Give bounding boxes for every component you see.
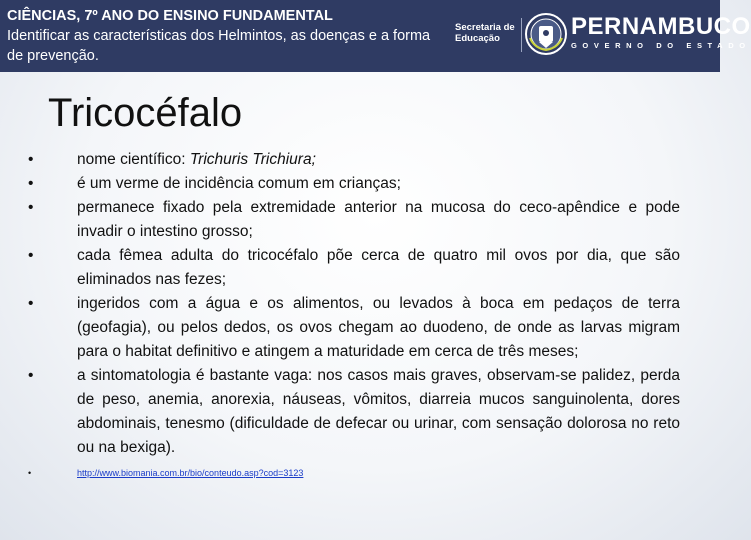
bullet-icon: • [28, 199, 34, 216]
list-item [28, 148, 680, 172]
scientific-name: Trichuris Trichiura; [189, 151, 316, 168]
item-text: permanece fixado pela extremidade anterior na mucosa do ceco-apêndice e pode invadir o intestino grosso; [77, 199, 680, 240]
brand-subtitle: GOVERNO DO ESTADO [571, 41, 751, 50]
slide-title: Tricocéfalo [48, 91, 243, 135]
list-item [28, 244, 680, 292]
header-objective: Identificar as características dos Helmintos, as doenças e a forma de prevenção. [7, 28, 431, 64]
bullet-icon: • [28, 247, 34, 264]
reference-link[interactable]: http://www.biomania.com.br/bio/conteudo.asp?cod=3123 [77, 468, 304, 478]
reference-item [28, 466, 680, 480]
item-text: cada fêmea adulta do tricocéfalo põe cerca de quatro mil ovos por dia, que são eliminados nas fezes; [77, 247, 680, 288]
bullet-icon: • [28, 367, 34, 384]
bullet-icon: • [28, 151, 34, 168]
header-bar [0, 0, 751, 72]
brand-name: PERNAMBUCO [571, 13, 751, 40]
secretaria-line1: Secretaria de [455, 22, 515, 33]
bullet-icon: • [28, 295, 34, 312]
item-text: nome científico: [77, 151, 190, 168]
item-text: é um verme de incidência comum em crianças; [77, 175, 401, 192]
list-item [28, 172, 680, 196]
header-text [7, 6, 437, 66]
bullet-icon: • [28, 468, 32, 478]
secretaria-line2: Educação [455, 33, 500, 44]
item-text: a sintomatologia é bastante vaga: nos casos mais graves, observam-se palidez, perda de peso, anemia, anorexia, náuseas, vômitos, diarreia mucos sanguinolenta, dores abdominais, tenesmo (dificuldade de defecar ou urinar, com sensação dolorosa no reto ou na bexiga). [77, 367, 680, 456]
bullet-icon: • [28, 175, 34, 192]
brand-logo [571, 14, 751, 52]
list-item [28, 364, 680, 460]
header-course-title: CIÊNCIAS, 7º ANO DO ENSINO FUNDAMENTAL [7, 8, 333, 24]
secretaria-label [455, 22, 517, 44]
logo-divider [521, 18, 522, 52]
bullet-list [28, 148, 680, 480]
item-text: ingeridos com a água e os alimentos, ou levados à boca em pedaços de terra (geofagia), ou pelos dedos, os ovos chegam ao duodeno, de onde as larvas migram para o habitat definitivo e atingem a maturidade em cerca de três meses; [77, 295, 680, 360]
state-seal-icon [524, 12, 568, 56]
list-item [28, 196, 680, 244]
list-item [28, 292, 680, 364]
